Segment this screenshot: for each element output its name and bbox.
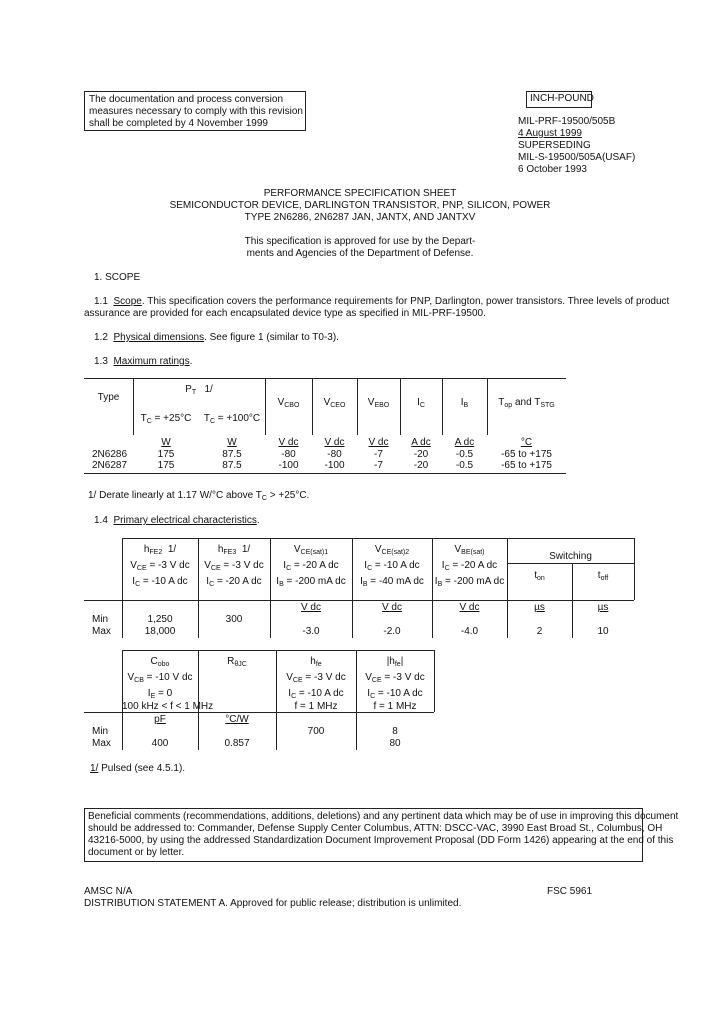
doc-date: 4 August 1999 xyxy=(518,128,582,139)
hfe2-header: $h_{FE2}$ 1/ xyxy=(143,544,177,556)
cobo-cond-3: 100 kHz < f < 1 MHz xyxy=(122,701,214,712)
section-1-3-number: 1.3 xyxy=(94,356,108,367)
table-cell: 400 xyxy=(151,738,169,749)
vbesat-cond-1: $I_C = -20$ A dc xyxy=(441,560,498,572)
tc100-label: T xyxy=(203,413,210,424)
hfe-cond-2: $I_C = -10$ A dc xyxy=(288,688,344,700)
approval-line-2: ments and Agencies of the Department of Defense. xyxy=(246,248,474,259)
table-cell: -4.0 xyxy=(460,626,479,637)
unit-vbesat: V dc xyxy=(459,602,480,613)
old-doc-date: 6 October 1993 xyxy=(518,164,587,175)
section-1-4 xyxy=(94,515,260,527)
max-label: Max xyxy=(92,738,111,749)
hfe-abs-header: $|h_{fe}|$ xyxy=(386,656,404,668)
section-1-2-text: . See figure 1 (similar to T0-3). xyxy=(204,332,339,343)
section-1-4-text: . xyxy=(256,515,260,526)
table-row-type: 2N6286 xyxy=(92,449,128,460)
section-1-3-text: . xyxy=(189,356,193,367)
tc25-sub: C xyxy=(146,418,152,425)
unit-vebo: V dc xyxy=(368,437,389,448)
comments-line-4: document or by letter. xyxy=(88,847,185,858)
pt-header xyxy=(133,384,265,396)
section-1-2-number: 1.2 xyxy=(94,332,108,343)
section-1-4-number: 1.4 xyxy=(94,515,108,526)
unit-pt100: W xyxy=(227,437,237,448)
tc100-value: = +100°C xyxy=(215,413,261,424)
table-cell: -20 xyxy=(413,449,429,460)
cobo-cond-2: $I_E = 0$ xyxy=(147,688,173,700)
tc100-sub: C xyxy=(209,418,215,425)
vcesat2-cond-1: $I_C = -10$ A dc xyxy=(364,560,420,572)
hfe2-cond-1: $V_{CE} = -3$ V dc xyxy=(130,560,190,572)
hfe2-cond-2: $I_C = -10$ A dc xyxy=(132,576,188,588)
unit-vcesat2: V dc xyxy=(381,602,402,613)
type-header: Type xyxy=(97,392,120,403)
unit-pt25: W xyxy=(161,437,171,448)
section-1-2 xyxy=(94,332,339,344)
table-cell: 300 xyxy=(225,614,243,625)
min-label: Min xyxy=(92,726,109,737)
unit-vcbo: V dc xyxy=(278,437,299,448)
hfe3-cond-2: $I_C = -20$ A dc xyxy=(206,576,262,588)
section-1-1-text-2: assurance are provided for each encapsulated device type as specified in MIL-PRF-19500. xyxy=(84,308,486,319)
table-cell: 87.5 xyxy=(222,449,242,460)
hfe-cond-1: $V_{CE} = -3$ V dc xyxy=(286,672,346,684)
unit-cobo: pF xyxy=(154,714,166,725)
hfe-abs-cond-2: $I_C = -10$ A dc xyxy=(367,688,423,700)
section-1-1-title: Scope xyxy=(113,296,142,307)
comments-line-2: should be addressed to: Commander, Defense Supply Center Columbus, ATTN: DSCC-VAC, 3990 East Broad St., Columbus, OH xyxy=(88,823,663,834)
table-cell: 175 xyxy=(157,449,175,460)
table-cell: 0.857 xyxy=(224,738,250,749)
vcesat1-cond-2: $I_B = -200$ mA dc xyxy=(276,576,346,588)
table-row-type: 2N6287 xyxy=(92,460,128,471)
table-cell: -7 xyxy=(374,460,383,471)
vceo-header: $V_{CEO}$ xyxy=(323,397,346,409)
temp-header: $T_{op}$ and $T_{STG}$ xyxy=(498,397,555,409)
ib-header: $I_B$ xyxy=(460,397,469,409)
unit-rthjc: °C/W xyxy=(225,714,249,725)
superseding-label: SUPERSEDING xyxy=(518,140,591,151)
unit-vceo: V dc xyxy=(324,437,345,448)
table-cell: -100 xyxy=(278,460,299,471)
table-cell: 80 xyxy=(389,738,401,749)
doc-number: MIL-PRF-19500/505B xyxy=(518,116,616,127)
table-cell: -2.0 xyxy=(383,626,401,637)
vbesat-cond-2: $I_B = -200$ mA dc xyxy=(434,576,505,588)
table-cell: -0.5 xyxy=(455,460,474,471)
vcbo-header: $V_{CBO}$ xyxy=(277,397,300,409)
notice-line-1: The documentation and process conversion xyxy=(89,94,284,105)
vebo-header: $V_{EBO}$ xyxy=(367,397,390,409)
table-cell: 10 xyxy=(597,626,609,637)
hfe-abs-cond-1: $V_{CE} = -3$ V dc xyxy=(365,672,425,684)
vcesat1-header: $V_{CE(sat)1}$ xyxy=(293,544,329,556)
notice-line-2: measures necessary to comply with this revision xyxy=(89,106,303,117)
switching-header: Switching xyxy=(549,551,592,562)
table-cell: 1,250 xyxy=(147,614,173,625)
comments-line-3: 43216-5000, by using the addressed Standardization Document Improvement Proposal (DD Form 1426) appearing at the end of this xyxy=(88,835,674,846)
notice-line-3: shall be completed by 4 November 1999 xyxy=(89,118,268,129)
table-cell: 8 xyxy=(392,726,398,737)
table-cell: 87.5 xyxy=(222,460,242,471)
table-cell: -20 xyxy=(413,460,429,471)
table-cell: -65 to +175 xyxy=(501,449,552,460)
vcesat2-cond-2: $I_B = -40$ mA dc xyxy=(360,576,424,588)
hfe-cond-3: f = 1 MHz xyxy=(294,701,338,712)
pulsed-note: 1/ Pulsed (see 4.5.1). xyxy=(90,763,186,774)
table-cell: -80 xyxy=(281,449,296,460)
table-cell: -65 to +175 xyxy=(501,460,552,471)
old-doc-number: MIL-S-19500/505A(USAF) xyxy=(518,152,636,163)
unit-toff: µs xyxy=(597,602,609,613)
tc25-label: T xyxy=(140,413,147,424)
hfe3-header: $h_{FE3}$ 1/ xyxy=(217,544,251,556)
vbesat-header: $V_{BE(sat)}$ xyxy=(454,544,485,556)
table-cell: -7 xyxy=(374,449,383,460)
unit-vcesat1: V dc xyxy=(300,602,321,613)
pt-label: P xyxy=(185,384,192,395)
tc25-header xyxy=(133,413,199,425)
hfe-header: $h_{fe}$ xyxy=(310,656,322,668)
unit-ic: A dc xyxy=(411,437,431,448)
derate-note: 1/ Derate linearly at 1.17 W/°C above $T_C > +25^\circ C$. xyxy=(88,490,310,502)
table-cell: 175 xyxy=(157,460,175,471)
section-1-4-title: Primary electrical characteristics xyxy=(113,515,257,526)
rthjc-header: $R_{\theta JC}$ xyxy=(227,656,247,668)
ic-header: $I_C$ xyxy=(417,397,425,409)
vcesat2-header: $V_{CE(sat)2}$ xyxy=(374,544,410,556)
table-cell: -80 xyxy=(327,449,342,460)
title-line-2: SEMICONDUCTOR DEVICE, DARLINGTON TRANSISTOR, PNP, SILICON, POWER xyxy=(169,200,551,211)
table-cell: 700 xyxy=(307,726,325,737)
cobo-header: $C_{obo}$ xyxy=(150,656,170,668)
hfe3-cond-1: $V_{CE} = -3$ V dc xyxy=(204,560,264,572)
unit-ib: A dc xyxy=(454,437,475,448)
pt-note: 1/ xyxy=(204,384,213,395)
pt-sub: T xyxy=(191,389,197,396)
scope-heading: 1. SCOPE xyxy=(94,272,141,283)
section-1-2-title: Physical dimensions xyxy=(113,332,205,343)
max-label: Max xyxy=(92,626,111,637)
inch-pound-label: INCH-POUND xyxy=(530,93,594,104)
section-1-1-text: . This specification covers the performance requirements for PNP, Darlington, power transistors. Three levels of product xyxy=(141,296,670,307)
toff-header: $t_{off}$ xyxy=(597,570,609,582)
vcesat1-cond-1: $I_C = -20$ A dc xyxy=(283,560,339,572)
tc25-value: = +25°C xyxy=(151,413,192,424)
section-1-1 xyxy=(94,296,669,308)
section-1-3 xyxy=(94,356,192,368)
unit-temp: °C xyxy=(520,437,533,448)
title-line-3: TYPE 2N6286, 2N6287 JAN, JANTX, AND JANTXV xyxy=(244,212,476,223)
amsc-label: AMSC N/A xyxy=(84,886,133,897)
table-cell: -0.5 xyxy=(455,449,474,460)
tc100-header xyxy=(199,413,265,425)
table-cell: -3.0 xyxy=(302,626,320,637)
section-1-3-title: Maximum ratings xyxy=(113,356,190,367)
fsc-label: FSC 5961 xyxy=(547,886,593,897)
table-cell: -100 xyxy=(324,460,345,471)
ton-header: $t_{on}$ xyxy=(534,570,545,582)
cobo-cond-1: $V_{CB} = -10$ V dc xyxy=(127,672,193,684)
comments-line-1: Beneficial comments (recommendations, additions, deletions) and any pertinent data which may be of use in improving this document xyxy=(88,811,679,822)
approval-line-1: This specification is approved for use by the Depart- xyxy=(244,236,476,247)
min-label: Min xyxy=(92,614,109,625)
distribution-statement: DISTRIBUTION STATEMENT A. Approved for public release; distribution is unlimited. xyxy=(84,898,462,909)
unit-ton: µs xyxy=(534,602,545,613)
section-1-1-number: 1.1 xyxy=(94,296,108,307)
title-line-1: PERFORMANCE SPECIFICATION SHEET xyxy=(263,188,457,199)
table-cell: 2 xyxy=(536,626,543,637)
table-cell: 18,000 xyxy=(144,626,176,637)
hfe-abs-cond-3: f = 1 MHz xyxy=(373,701,417,712)
